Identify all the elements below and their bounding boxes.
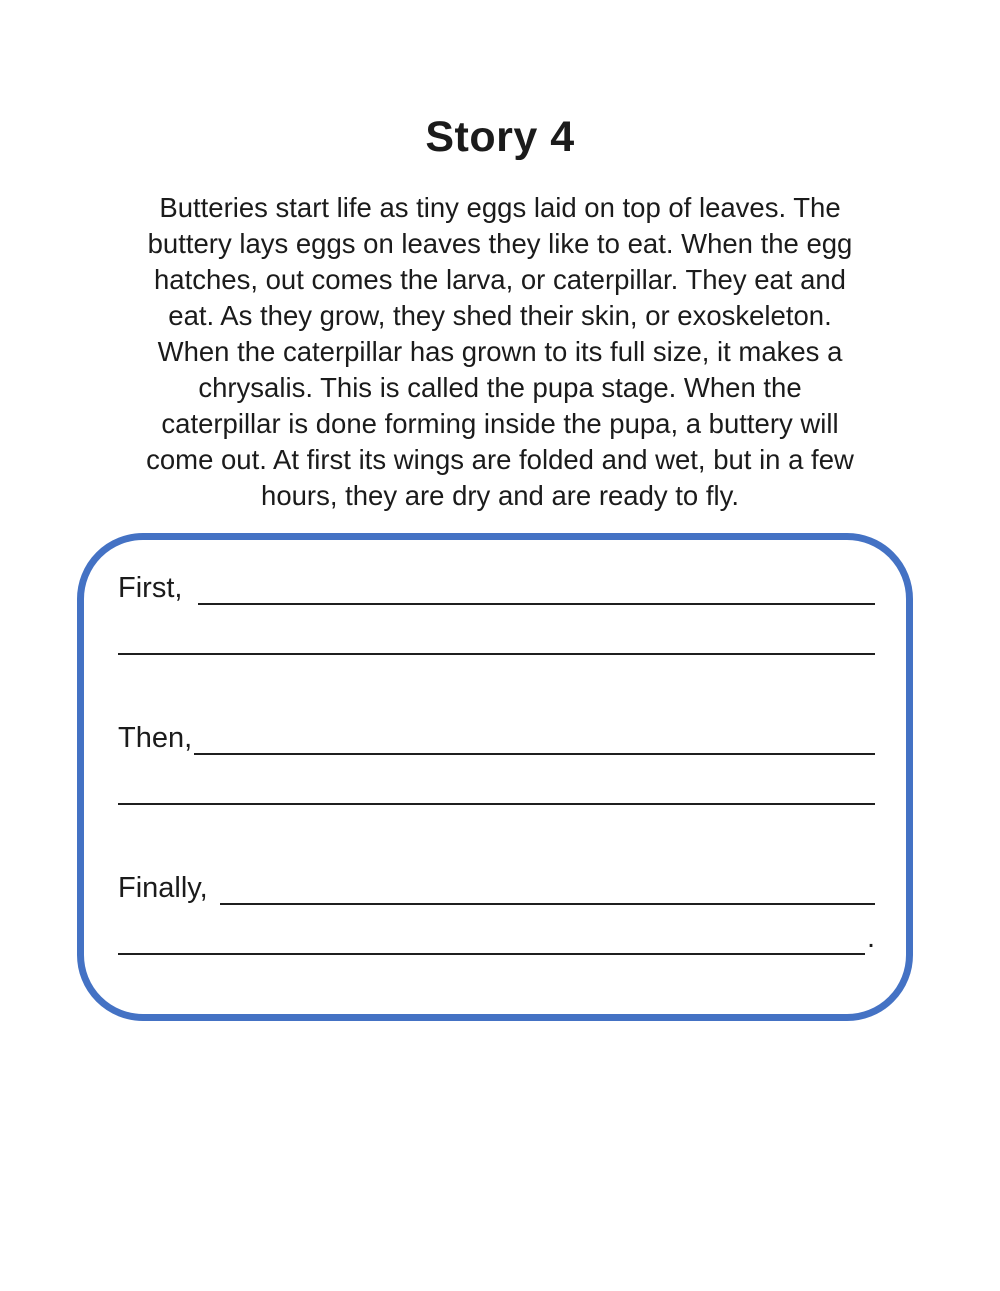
story-line: chrysalis. This is called the pupa stage. When the (198, 372, 802, 403)
story-line: hatches, out comes the larva, or caterpillar. They eat and (154, 264, 846, 295)
answer-blank-finally-line2[interactable] (118, 953, 865, 955)
story-line: Butteries start life as tiny eggs laid on top of leaves. The (159, 192, 841, 223)
story-line: hours, they are dry and are ready to fly. (261, 480, 739, 511)
story-line: When the caterpillar has grown to its full size, it makes a (157, 336, 843, 367)
answer-blank-finally-line1[interactable] (220, 903, 875, 905)
page-title: Story 4 (425, 113, 575, 161)
story-line: caterpillar is done forming inside the pupa, a buttery will (161, 408, 839, 439)
sentence-end-period: . (866, 922, 875, 954)
prompt-row-finally (118, 870, 875, 906)
prompt-label-then: Then, (118, 722, 193, 754)
story-line: eat. As they grow, they shed their skin, or exoskeleton. (168, 300, 832, 331)
prompt-group-first (118, 570, 875, 656)
prompt-label-finally: Finally, (118, 872, 208, 904)
answer-box (77, 533, 913, 1021)
prompt-row-first-cont (118, 620, 875, 656)
prompt-row-first (118, 570, 875, 606)
prompt-label-first: First, (118, 572, 183, 604)
prompt-row-then (118, 720, 875, 756)
prompt-group-then (118, 720, 875, 806)
answer-blank-then-line2[interactable] (118, 803, 875, 805)
prompt-row-then-cont (118, 770, 875, 806)
prompt-group-finally (118, 870, 875, 956)
answer-blank-first-line1[interactable] (198, 603, 875, 605)
prompt-row-finally-cont (118, 920, 875, 956)
story-line: come out. At first its wings are folded and wet, but in a few (146, 444, 854, 475)
answer-blank-then-line1[interactable] (194, 753, 875, 755)
story-paragraph (0, 190, 1000, 514)
answer-blank-first-line2[interactable] (118, 653, 875, 655)
story-line: buttery lays eggs on leaves they like to eat. When the egg (147, 228, 853, 259)
